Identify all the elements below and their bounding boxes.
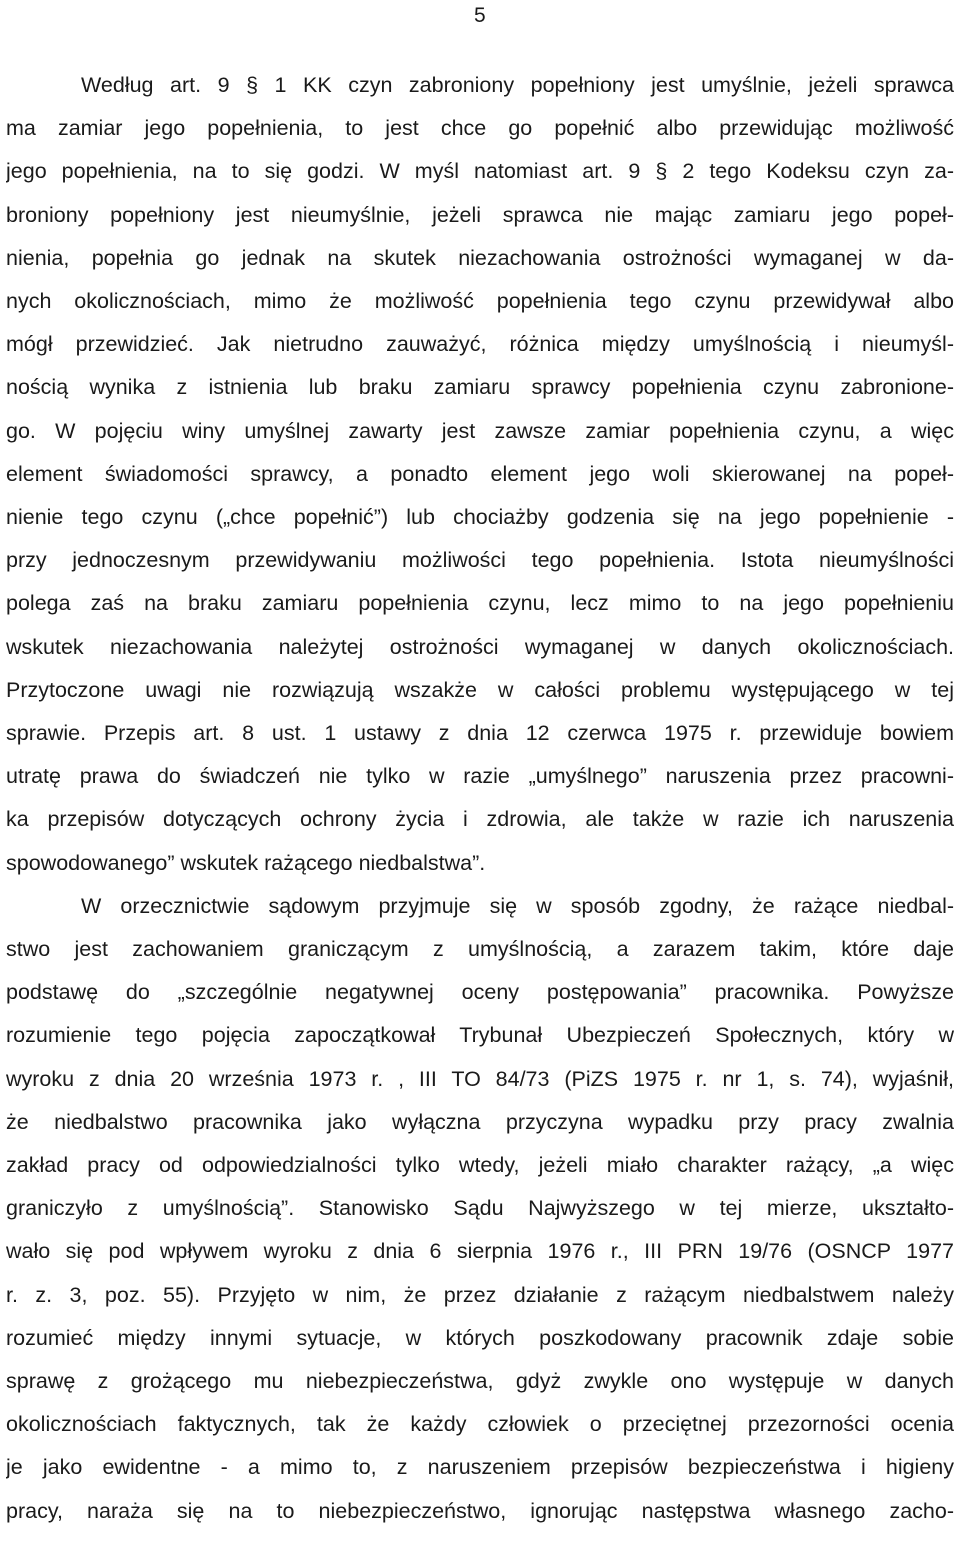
text-line: nienie tego czynu („chce popełnić”) lub chociażby godzenia się na jego popełnienie - xyxy=(6,505,954,529)
text-line: mógł przewidzieć. Jak nietrudno zauważyć, różnica między umyślnością i nieumyśl- xyxy=(6,332,954,357)
text-line: go. W pojęciu winy umyślnej zawarty jest zawsze zamiar popełnienia czynu, a więc xyxy=(6,418,954,443)
text-line: ma zamiar jego popełnienia, to jest chce go popełnić albo przewidując możliwość xyxy=(6,116,954,141)
text-line: wyroku z dnia 20 września 1973 r. , III TO 84/73 (PiZS 1975 r. nr 1, s. 74), wyjaśnił, xyxy=(6,1066,954,1091)
text-line: sprawę z grożącego mu niebezpieczeństwa, gdyż zwykle ono występuje w danych xyxy=(6,1369,954,1393)
text-line: je jako ewidentne - a mimo to, z naruszeniem przepisów bezpieczeństwa i higieny xyxy=(6,1455,954,1480)
text-line: polega zaś na braku zamiaru popełnienia czynu, lecz mimo to na jego popełnieniu xyxy=(6,591,954,616)
text-line: nością wynika z istnienia lub braku zamiaru sprawcy popełnienia czynu zabronione- xyxy=(6,375,954,400)
text-line: Według art. 9 § 1 KK czyn zabroniony popełniony jest umyślnie, jeżeli sprawca xyxy=(81,73,954,97)
text-line: okolicznościach faktycznych, tak że każdy człowiek o przeciętnej przezorności ocenia xyxy=(6,1412,954,1437)
text-line: rozumieć między innymi sytuacje, w których poszkodowany pracownik zdaje sobie xyxy=(6,1325,954,1350)
text-line: pracy, naraża się na to niebezpieczeństwo, ignorując następstwa własnego zacho- xyxy=(6,1498,954,1523)
text-line: ka przepisów dotyczących ochrony życia i zdrowia, ale także w razie ich naruszenia xyxy=(6,807,954,832)
text-line: nienia, popełnia go jednak na skutek niezachowania ostrożności wymaganej w da- xyxy=(6,245,954,270)
text-line: podstawę do „szczególnie negatywnej oceny postępowania” pracownika. Powyższe xyxy=(6,980,954,1005)
text-line: sprawie. Przepis art. 8 ust. 1 ustawy z dnia 12 czerwca 1975 r. przewiduje bowiem xyxy=(6,721,954,745)
text-line: zakład pracy od odpowiedzialności tylko wtedy, jeżeli miało charakter rażący, „a więc xyxy=(6,1153,954,1177)
text-line: wało się pod wpływem wyroku z dnia 6 sierpnia 1976 r., III PRN 19/76 (OSNCP 1977 xyxy=(6,1239,954,1264)
text-line: przy jednoczesnym przewidywaniu możliwości tego popełnienia. Istota nieumyślności xyxy=(6,548,954,573)
page-number: 5 xyxy=(474,4,486,27)
text-line: stwo jest zachowaniem graniczącym z umyślnością, a zarazem takim, które daje xyxy=(6,937,954,961)
text-line: utratę prawa do świadczeń nie tylko w razie „umyślnego” naruszenia przez pracowni- xyxy=(6,764,954,789)
text-line: że niedbalstwo pracownika jako wyłączna przyczyna wypadku przy pracy zwalnia xyxy=(6,1109,954,1134)
text-line: r. z. 3, poz. 55). Przyjęto w nim, że przez działanie z rażącym niedbalstwem należy xyxy=(6,1282,954,1307)
text-line: jego popełnienia, na to się godzi. W myśl natomiast art. 9 § 2 tego Kodeksu czyn za- xyxy=(6,159,954,184)
text-line: Przytoczone uwagi nie rozwiązują wszakże w całości problemu występującego w tej xyxy=(6,677,954,702)
text-line: element świadomości sprawcy, a ponadto element jego woli skierowanej na popeł- xyxy=(6,461,954,486)
text-line: rozumienie tego pojęcia zapoczątkował Trybunał Ubezpieczeń Społecznych, który w xyxy=(6,1023,954,1048)
text-line: broniony popełniony jest nieumyślnie, jeżeli sprawca nie mając zamiaru jego popeł- xyxy=(6,202,954,227)
text-line: nych okolicznościach, mimo że możliwość popełnienia tego czynu przewidywał albo xyxy=(6,289,954,313)
text-line: W orzecznictwie sądowym przyjmuje się w sposób zgodny, że rażące niedbal- xyxy=(81,893,954,918)
text-line: spowodowanego” wskutek rażącego niedbalstwa”. xyxy=(6,850,486,875)
text-line: graniczyło z umyślnością”. Stanowisko Sądu Najwyższego w tej mierze, ukształto- xyxy=(6,1196,954,1221)
text-line: wskutek niezachowania należytej ostrożności wymaganej w danych okolicznościach. xyxy=(6,634,954,659)
